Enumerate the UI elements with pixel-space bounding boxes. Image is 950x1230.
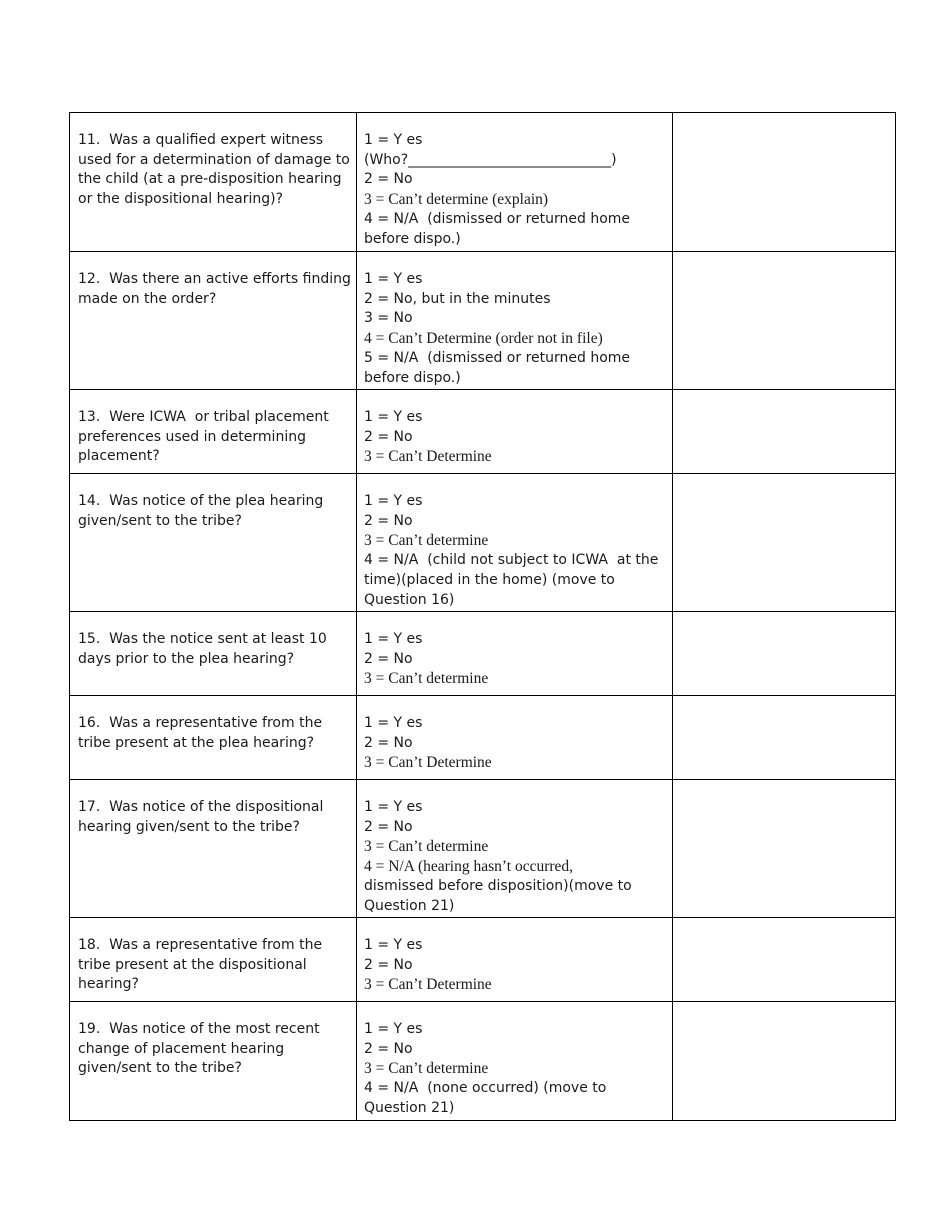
answer-options-cell [357, 612, 673, 696]
question-text: 15. Was the notice sent at least 10 days prior to the plea hearing? [78, 631, 332, 667]
answer-option: 1 = Y es [364, 799, 423, 815]
response-cell[interactable] [673, 390, 896, 474]
answer-option: 4 = N/A (dismissed or returned home before dispo.) [364, 210, 635, 247]
table-row [70, 390, 896, 474]
questionnaire-table [69, 112, 896, 1121]
answer-option: 3 = Can’t Determine [364, 754, 492, 772]
answer-option: 1 = Y es [364, 271, 423, 287]
response-cell[interactable] [673, 696, 896, 780]
question-cell [70, 780, 357, 918]
answer-option: 2 = No [364, 734, 413, 751]
answer-options-cell [357, 918, 673, 1002]
table-row [70, 1002, 896, 1121]
answer-option: 2 = No [364, 956, 413, 973]
answer-option: 4 = N/A (child not subject to ICWA at the time)(placed in the home) (move to Question 16) [364, 552, 663, 608]
answer-option: 2 = No [364, 650, 413, 667]
answer-options-cell [357, 474, 673, 612]
table-row [70, 113, 896, 252]
answer-option: 4 = Can’t Determine (order not in file) [364, 330, 603, 348]
question-text: 17. Was notice of the dispositional hearing given/sent to the tribe? [78, 799, 328, 835]
question-cell [70, 252, 357, 390]
response-cell[interactable] [673, 780, 896, 918]
answer-option: 3 = Can’t determine (explain) [364, 191, 549, 209]
answer-options-cell [357, 780, 673, 918]
table-row [70, 252, 896, 390]
response-cell[interactable] [673, 918, 896, 1002]
answer-option: 1 = Y es [364, 132, 423, 148]
answer-options-cell [357, 696, 673, 780]
answer-option: 2 = No [364, 171, 413, 188]
answer-option: 3 = Can’t determine [364, 532, 489, 550]
table-row [70, 918, 896, 1002]
answer-option: 5 = N/A (dismissed or returned home before dispo.) [364, 349, 635, 386]
answer-option: 3 = No [364, 310, 413, 327]
question-cell [70, 390, 357, 474]
question-text: 18. Was a representative from the tribe present at the dispositional hearing? [78, 937, 327, 993]
question-text: 12. Was there an active efforts finding made on the order? [78, 271, 356, 307]
response-cell[interactable] [673, 113, 896, 252]
table-row [70, 696, 896, 780]
question-cell [70, 113, 357, 252]
answer-option: 1 = Y es [364, 493, 423, 509]
answer-option: 2 = No [364, 512, 413, 529]
answer-option: 3 = Can’t Determine [364, 448, 492, 466]
question-cell [70, 918, 357, 1002]
answer-option: 1 = Y es [364, 409, 423, 425]
answer-option: 3 = Can’t determine [364, 670, 489, 688]
answer-options-cell [357, 390, 673, 474]
answer-option: 1 = Y es [364, 631, 423, 647]
question-text: 14. Was notice of the plea hearing given/sent to the tribe? [78, 493, 328, 529]
answer-option: 3 = Can’t determine [364, 838, 489, 856]
answer-option: 2 = No, but in the minutes [364, 290, 551, 307]
answer-option: 3 = Can’t determine [364, 1060, 489, 1078]
answer-option: 1 = Y es [364, 715, 423, 731]
answer-option: 2 = No [364, 428, 413, 445]
question-cell [70, 612, 357, 696]
answer-options-cell [357, 252, 673, 390]
answer-option: 1 = Y es [364, 1021, 423, 1037]
questionnaire-body [70, 113, 896, 1121]
question-cell [70, 474, 357, 612]
table-row [70, 474, 896, 612]
question-cell [70, 696, 357, 780]
question-text: 16. Was a representative from the tribe present at the plea hearing? [78, 715, 327, 751]
response-cell[interactable] [673, 252, 896, 390]
response-cell[interactable] [673, 1002, 896, 1121]
answer-options-cell [357, 113, 673, 252]
answer-option: 1 = Y es [364, 937, 423, 953]
question-text: 19. Was notice of the most recent change of placement hearing given/sent to the tribe? [78, 1021, 325, 1077]
question-cell [70, 1002, 357, 1121]
table-row [70, 780, 896, 918]
question-text: 13. Were ICWA or tribal placement preferences used in determining placement? [78, 409, 334, 465]
answer-option: 2 = No [364, 1040, 413, 1057]
response-cell[interactable] [673, 612, 896, 696]
response-cell[interactable] [673, 474, 896, 612]
answer-option: 4 = N/A (hearing hasn’t occurred, [364, 858, 574, 876]
table-row [70, 612, 896, 696]
answer-option: 2 = No [364, 818, 413, 835]
question-text: 11. Was a qualified expert witness used for a determination of damage to the child (at a pre-disposition hearing or the dispositional hearing)? [78, 132, 355, 208]
answer-option: 4 = N/A (none occurred) (move to Question 21) [364, 1080, 611, 1116]
answer-option: dismissed before disposition)(move to Question 21) [364, 877, 637, 914]
answer-option: (Who?_____________________________) [364, 151, 617, 168]
answer-options-cell [357, 1002, 673, 1121]
answer-option: 3 = Can’t Determine [364, 976, 492, 994]
